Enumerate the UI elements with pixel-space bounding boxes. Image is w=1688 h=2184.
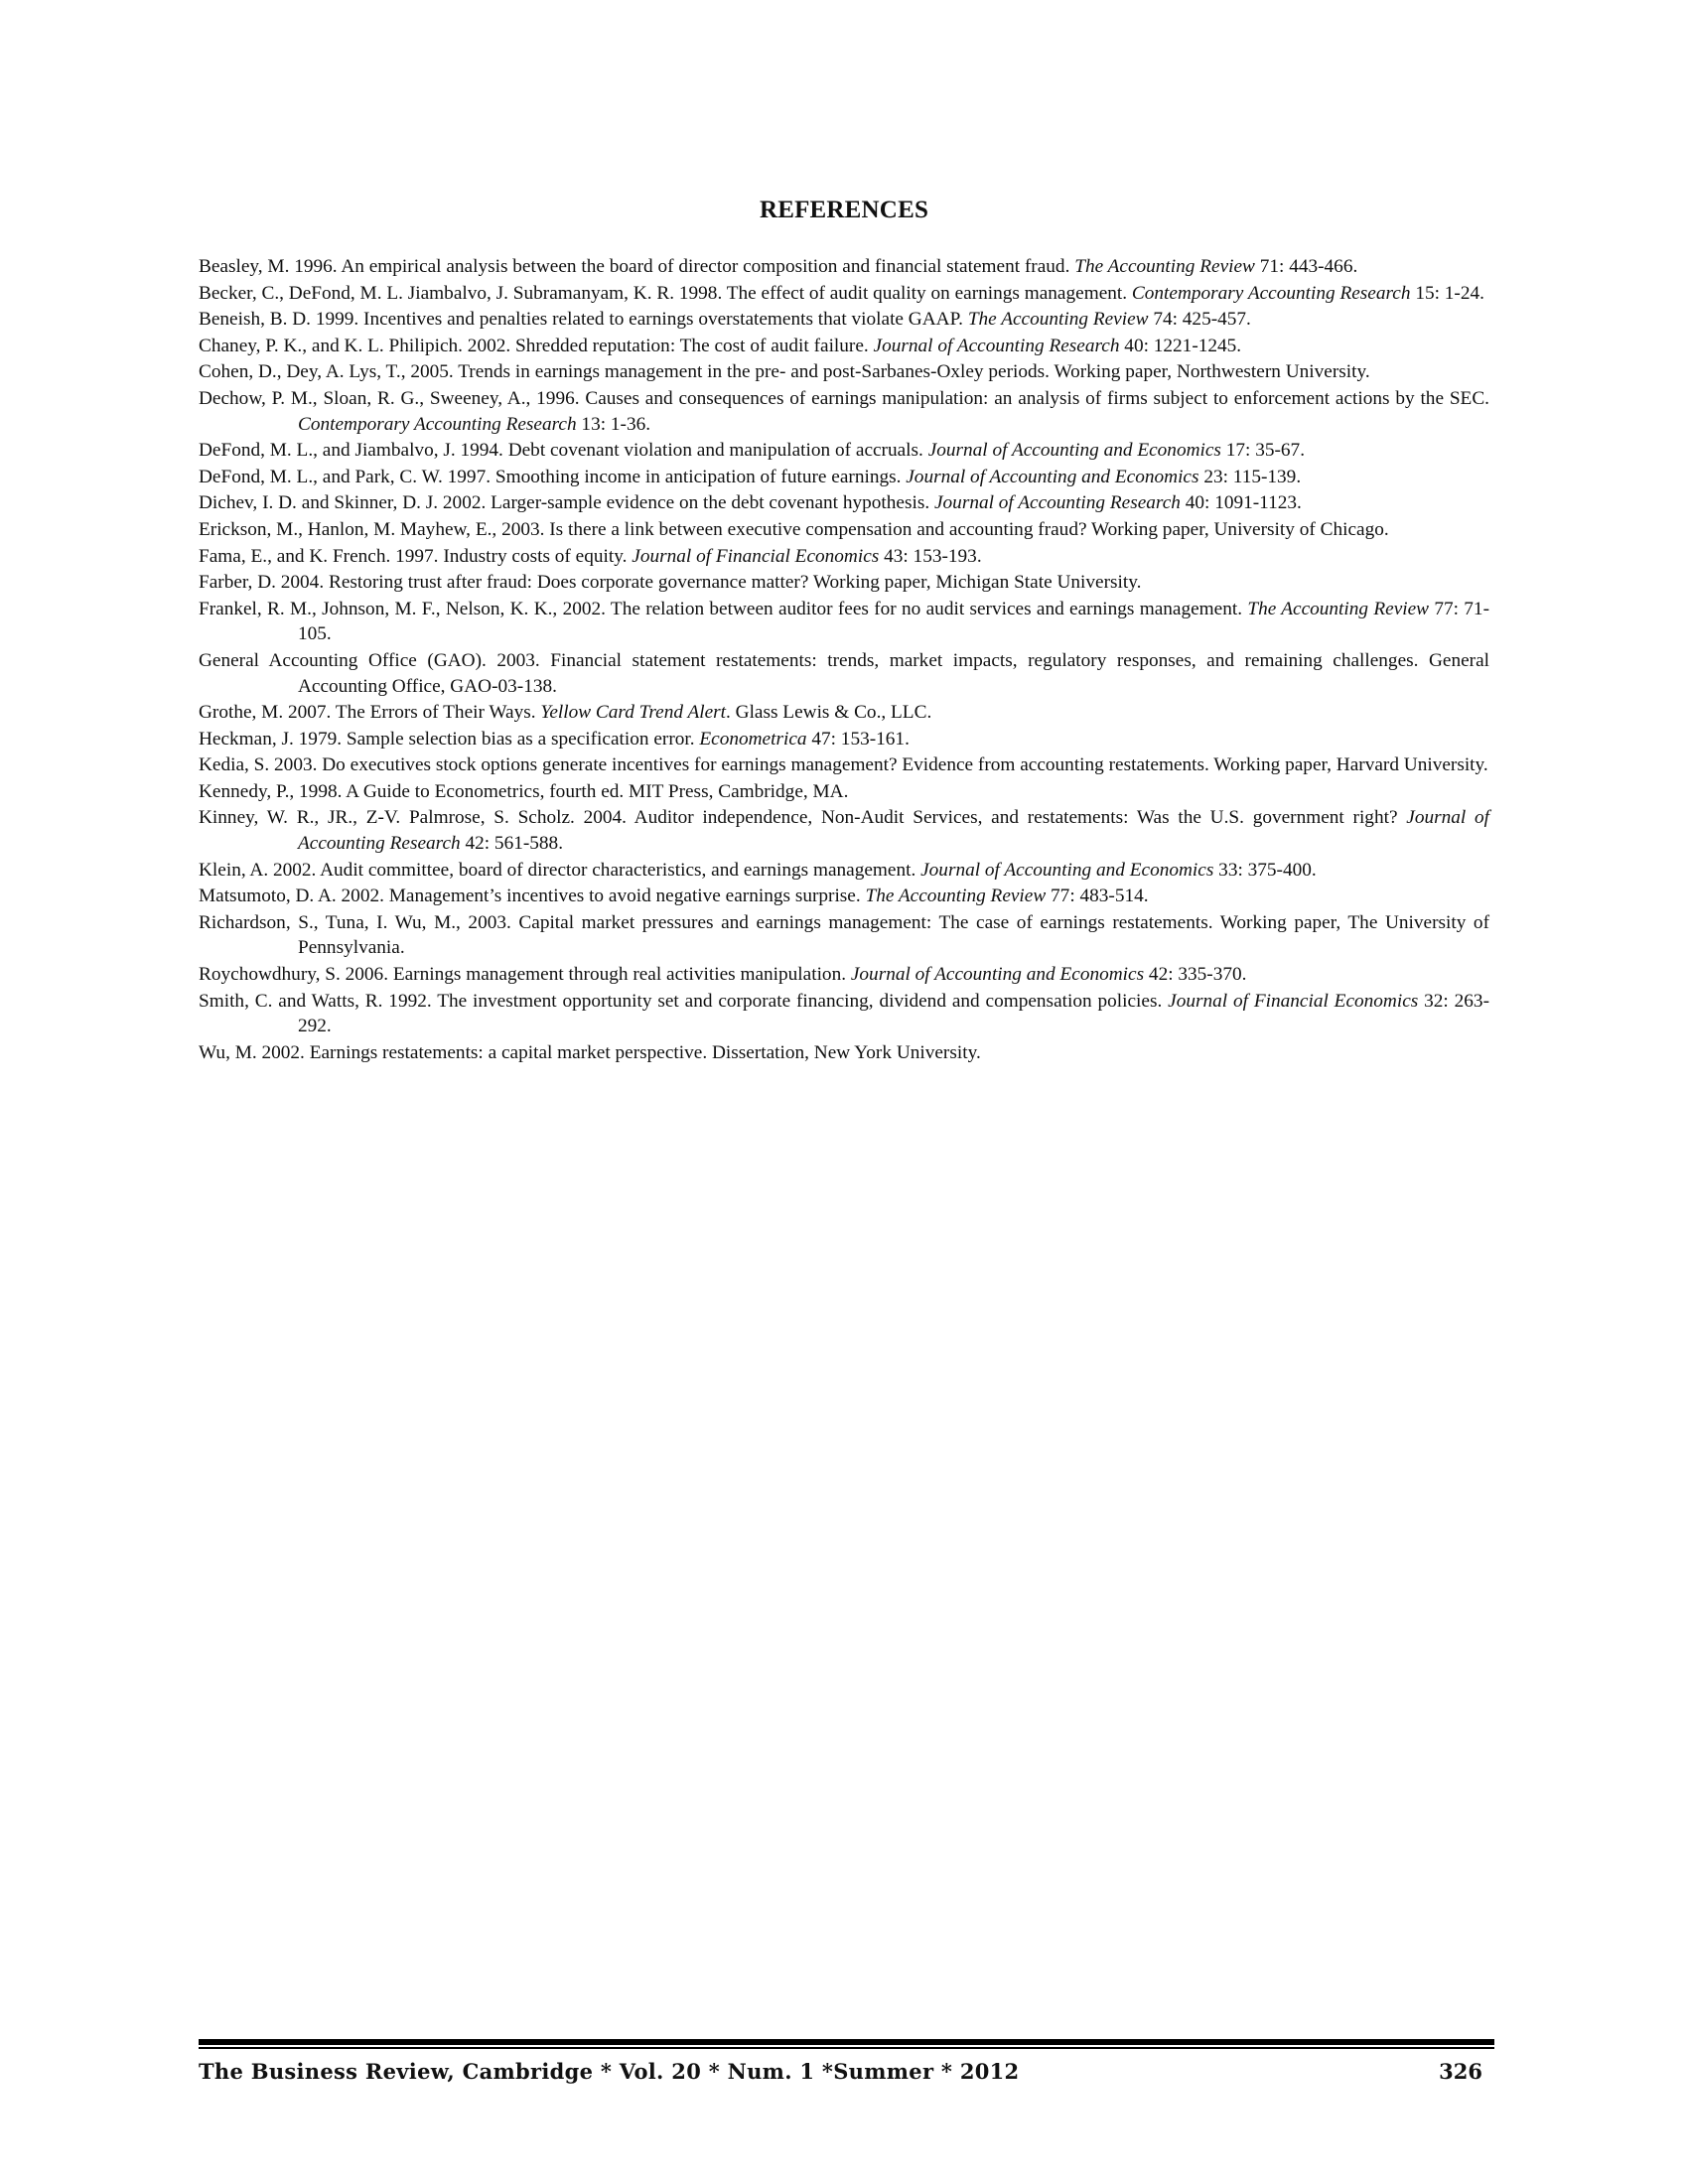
reference-entry bbox=[199, 858, 1489, 884]
reference-volume-pages: 43: 153-193. bbox=[879, 545, 982, 567]
reference-text: Matsumoto, D. A. 2002. Management’s incentives to avoid negative earnings surprise. bbox=[199, 886, 866, 907]
reference-journal: Journal of Financial Economics bbox=[1168, 990, 1419, 1012]
reference-journal: Journal of Accounting and Economics bbox=[920, 859, 1214, 881]
reference-entry bbox=[199, 1040, 1489, 1066]
reference-volume-pages: 77: 483-514. bbox=[1046, 886, 1149, 907]
reference-text: Grothe, M. 2007. The Errors of Their Ways. bbox=[199, 702, 541, 724]
reference-entry bbox=[199, 884, 1489, 909]
reference-entry bbox=[199, 544, 1489, 570]
reference-entry bbox=[199, 700, 1489, 726]
reference-journal: The Accounting Review bbox=[1247, 598, 1430, 619]
reference-text: DeFond, M. L., and Jiambalvo, J. 1994. Debt covenant violation and manipulation of accruals. bbox=[199, 440, 928, 462]
reference-text: General Accounting Office (GAO). 2003. Financial statement restatements: trends, market impacts, regulatory responses, and remaining challenges. General Accounting Office, GAO-03-138. bbox=[199, 649, 1489, 697]
reference-journal: The Accounting Review bbox=[1074, 256, 1255, 277]
reference-entry bbox=[199, 727, 1489, 752]
reference-text: Wu, M. 2002. Earnings restatements: a capital market perspective. Dissertation, New York University. bbox=[199, 1041, 981, 1063]
reference-entry bbox=[199, 465, 1489, 490]
reference-volume-pages: 74: 425-457. bbox=[1148, 309, 1251, 331]
reference-journal: Journal of Accounting Research bbox=[933, 492, 1181, 514]
reference-volume-pages: 17: 35-67. bbox=[1220, 440, 1306, 462]
reference-volume-pages: 23: 115-139. bbox=[1198, 466, 1302, 487]
reference-journal: Econometrica bbox=[699, 728, 807, 750]
reference-journal: Journal of Financial Economics bbox=[632, 545, 880, 567]
reference-volume-pages: 40: 1221-1245. bbox=[1119, 335, 1242, 356]
reference-text: Erickson, M., Hanlon, M. Mayhew, E., 2003. Is there a link between executive compensation and accounting fraud? Working paper, University of Chicago. bbox=[199, 518, 1389, 540]
reference-entry bbox=[199, 752, 1489, 778]
reference-text: Smith, C. and Watts, R. 1992. The investment opportunity set and corporate financing, dividend and compensation policies. bbox=[199, 990, 1169, 1012]
footer-rule-thin bbox=[199, 2047, 1494, 2049]
reference-volume-pages: 42: 561-588. bbox=[460, 833, 564, 855]
page-footer bbox=[199, 2039, 1494, 2091]
reference-text: Beneish, B. D. 1999. Incentives and penalties related to earnings overstatements that violate GAAP. bbox=[199, 309, 968, 331]
reference-text: Beasley, M. 1996. An empirical analysis between the board of director composition and financial statement fraud. bbox=[199, 256, 1075, 277]
reference-text: Dichev, I. D. and Skinner, D. J. 2002. Larger-sample evidence on the debt covenant hypothesis. bbox=[199, 492, 934, 514]
reference-entry bbox=[199, 334, 1489, 359]
reference-journal: Journal of Accounting and Economics bbox=[906, 466, 1199, 487]
reference-entry bbox=[199, 490, 1489, 516]
reference-journal: The Accounting Review bbox=[967, 309, 1149, 331]
footer-journal-citation: The Business Review, Cambridge * Vol. 20 * Num. 1 *Summer * 2012 bbox=[199, 2059, 1020, 2084]
reference-entry bbox=[199, 910, 1489, 961]
reference-volume-pages: 15: 1-24. bbox=[1410, 282, 1484, 304]
reference-entry bbox=[199, 779, 1489, 805]
reference-entry bbox=[199, 597, 1489, 647]
reference-entry bbox=[199, 359, 1489, 385]
reference-journal: Journal of Accounting Research bbox=[298, 807, 1489, 855]
reference-journal: Contemporary Accounting Research bbox=[1131, 282, 1411, 304]
reference-entry bbox=[199, 307, 1489, 333]
reference-volume-pages: 33: 375-400. bbox=[1213, 859, 1317, 881]
reference-journal: Journal of Accounting and Economics bbox=[927, 440, 1221, 462]
reference-text: Roychowdhury, S. 2006. Earnings management through real activities manipulation. bbox=[199, 964, 851, 986]
reference-text: Heckman, J. 1979. Sample selection bias as a specification error. bbox=[199, 728, 700, 750]
reference-entry bbox=[199, 386, 1489, 437]
reference-journal: The Accounting Review bbox=[865, 886, 1047, 907]
reference-volume-pages: 47: 153-161. bbox=[806, 728, 910, 750]
reference-entry bbox=[199, 254, 1489, 280]
reference-text: Cohen, D., Dey, A. Lys, T., 2005. Trends in earnings management in the pre- and post-Sarbanes-Oxley periods. Working paper, Northwestern University. bbox=[199, 361, 1370, 383]
reference-entry bbox=[199, 570, 1489, 596]
reference-entry bbox=[199, 805, 1489, 856]
reference-text: Chaney, P. K., and K. L. Philipich. 2002. Shredded reputation: The cost of audit failure. bbox=[199, 335, 874, 356]
reference-text: Becker, C., DeFond, M. L. Jiambalvo, J. Subramanyam, K. R. 1998. The effect of audit quality on earnings management. bbox=[199, 282, 1132, 304]
reference-text: Kinney, W. R., JR., Z-V. Palmrose, S. Scholz. 2004. Auditor independence, Non-Audit Services, and restatements: Was the U.S. government right? bbox=[199, 807, 1407, 829]
reference-text: Richardson, S., Tuna, I. Wu, M., 2003. Capital market pressures and earnings management: The case of earnings restatements. Working paper, The University of Pennsylvania. bbox=[199, 911, 1489, 959]
reference-volume-pages: 71: 443-466. bbox=[1254, 256, 1358, 277]
reference-volume-pages: . Glass Lewis & Co., LLC. bbox=[726, 702, 932, 724]
reference-journal: Journal of Accounting and Economics bbox=[850, 964, 1145, 986]
reference-entry bbox=[199, 438, 1489, 464]
reference-entry bbox=[199, 989, 1489, 1039]
reference-journal: Yellow Card Trend Alert bbox=[540, 702, 726, 724]
reference-entry bbox=[199, 517, 1489, 543]
reference-text: DeFond, M. L., and Park, C. W. 1997. Smoothing income in anticipation of future earnings. bbox=[199, 466, 907, 487]
reference-volume-pages: 77: 71-105. bbox=[298, 598, 1489, 645]
reference-volume-pages: 13: 1-36. bbox=[576, 413, 651, 435]
page-number: 326 bbox=[1439, 2059, 1482, 2084]
reference-volume-pages: 40: 1091-1123. bbox=[1180, 492, 1302, 514]
reference-text: Kennedy, P., 1998. A Guide to Econometrics, fourth ed. MIT Press, Cambridge, MA. bbox=[199, 780, 849, 802]
reference-text: Klein, A. 2002. Audit committee, board of director characteristics, and earnings management. bbox=[199, 859, 921, 881]
reference-text: Kedia, S. 2003. Do executives stock options generate incentives for earnings management? Evidence from accounting restatements. Working paper, Harvard University. bbox=[199, 754, 1488, 776]
reference-entry bbox=[199, 281, 1489, 307]
reference-volume-pages: 32: 263-292. bbox=[298, 990, 1489, 1037]
reference-entry bbox=[199, 648, 1489, 699]
reference-text: Dechow, P. M., Sloan, R. G., Sweeney, A., 1996. Causes and consequences of earnings manipulation: an analysis of firms subject to enforcement actions by the SEC. bbox=[199, 387, 1489, 409]
reference-text: Fama, E., and K. French. 1997. Industry costs of equity. bbox=[199, 545, 633, 567]
reference-volume-pages: 42: 335-370. bbox=[1144, 964, 1247, 986]
page-title: REFERENCES bbox=[759, 197, 929, 223]
reference-journal: Contemporary Accounting Research bbox=[298, 413, 577, 435]
reference-entry bbox=[199, 962, 1489, 988]
reference-list bbox=[199, 254, 1489, 1066]
reference-text: Farber, D. 2004. Restoring trust after fraud: Does corporate governance matter? Working paper, Michigan State University. bbox=[199, 572, 1142, 594]
reference-text: Frankel, R. M., Johnson, M. F., Nelson, K. K., 2002. The relation between auditor fees for no audit services and earnings management. bbox=[199, 598, 1248, 619]
reference-journal: Journal of Accounting Research bbox=[873, 335, 1120, 356]
